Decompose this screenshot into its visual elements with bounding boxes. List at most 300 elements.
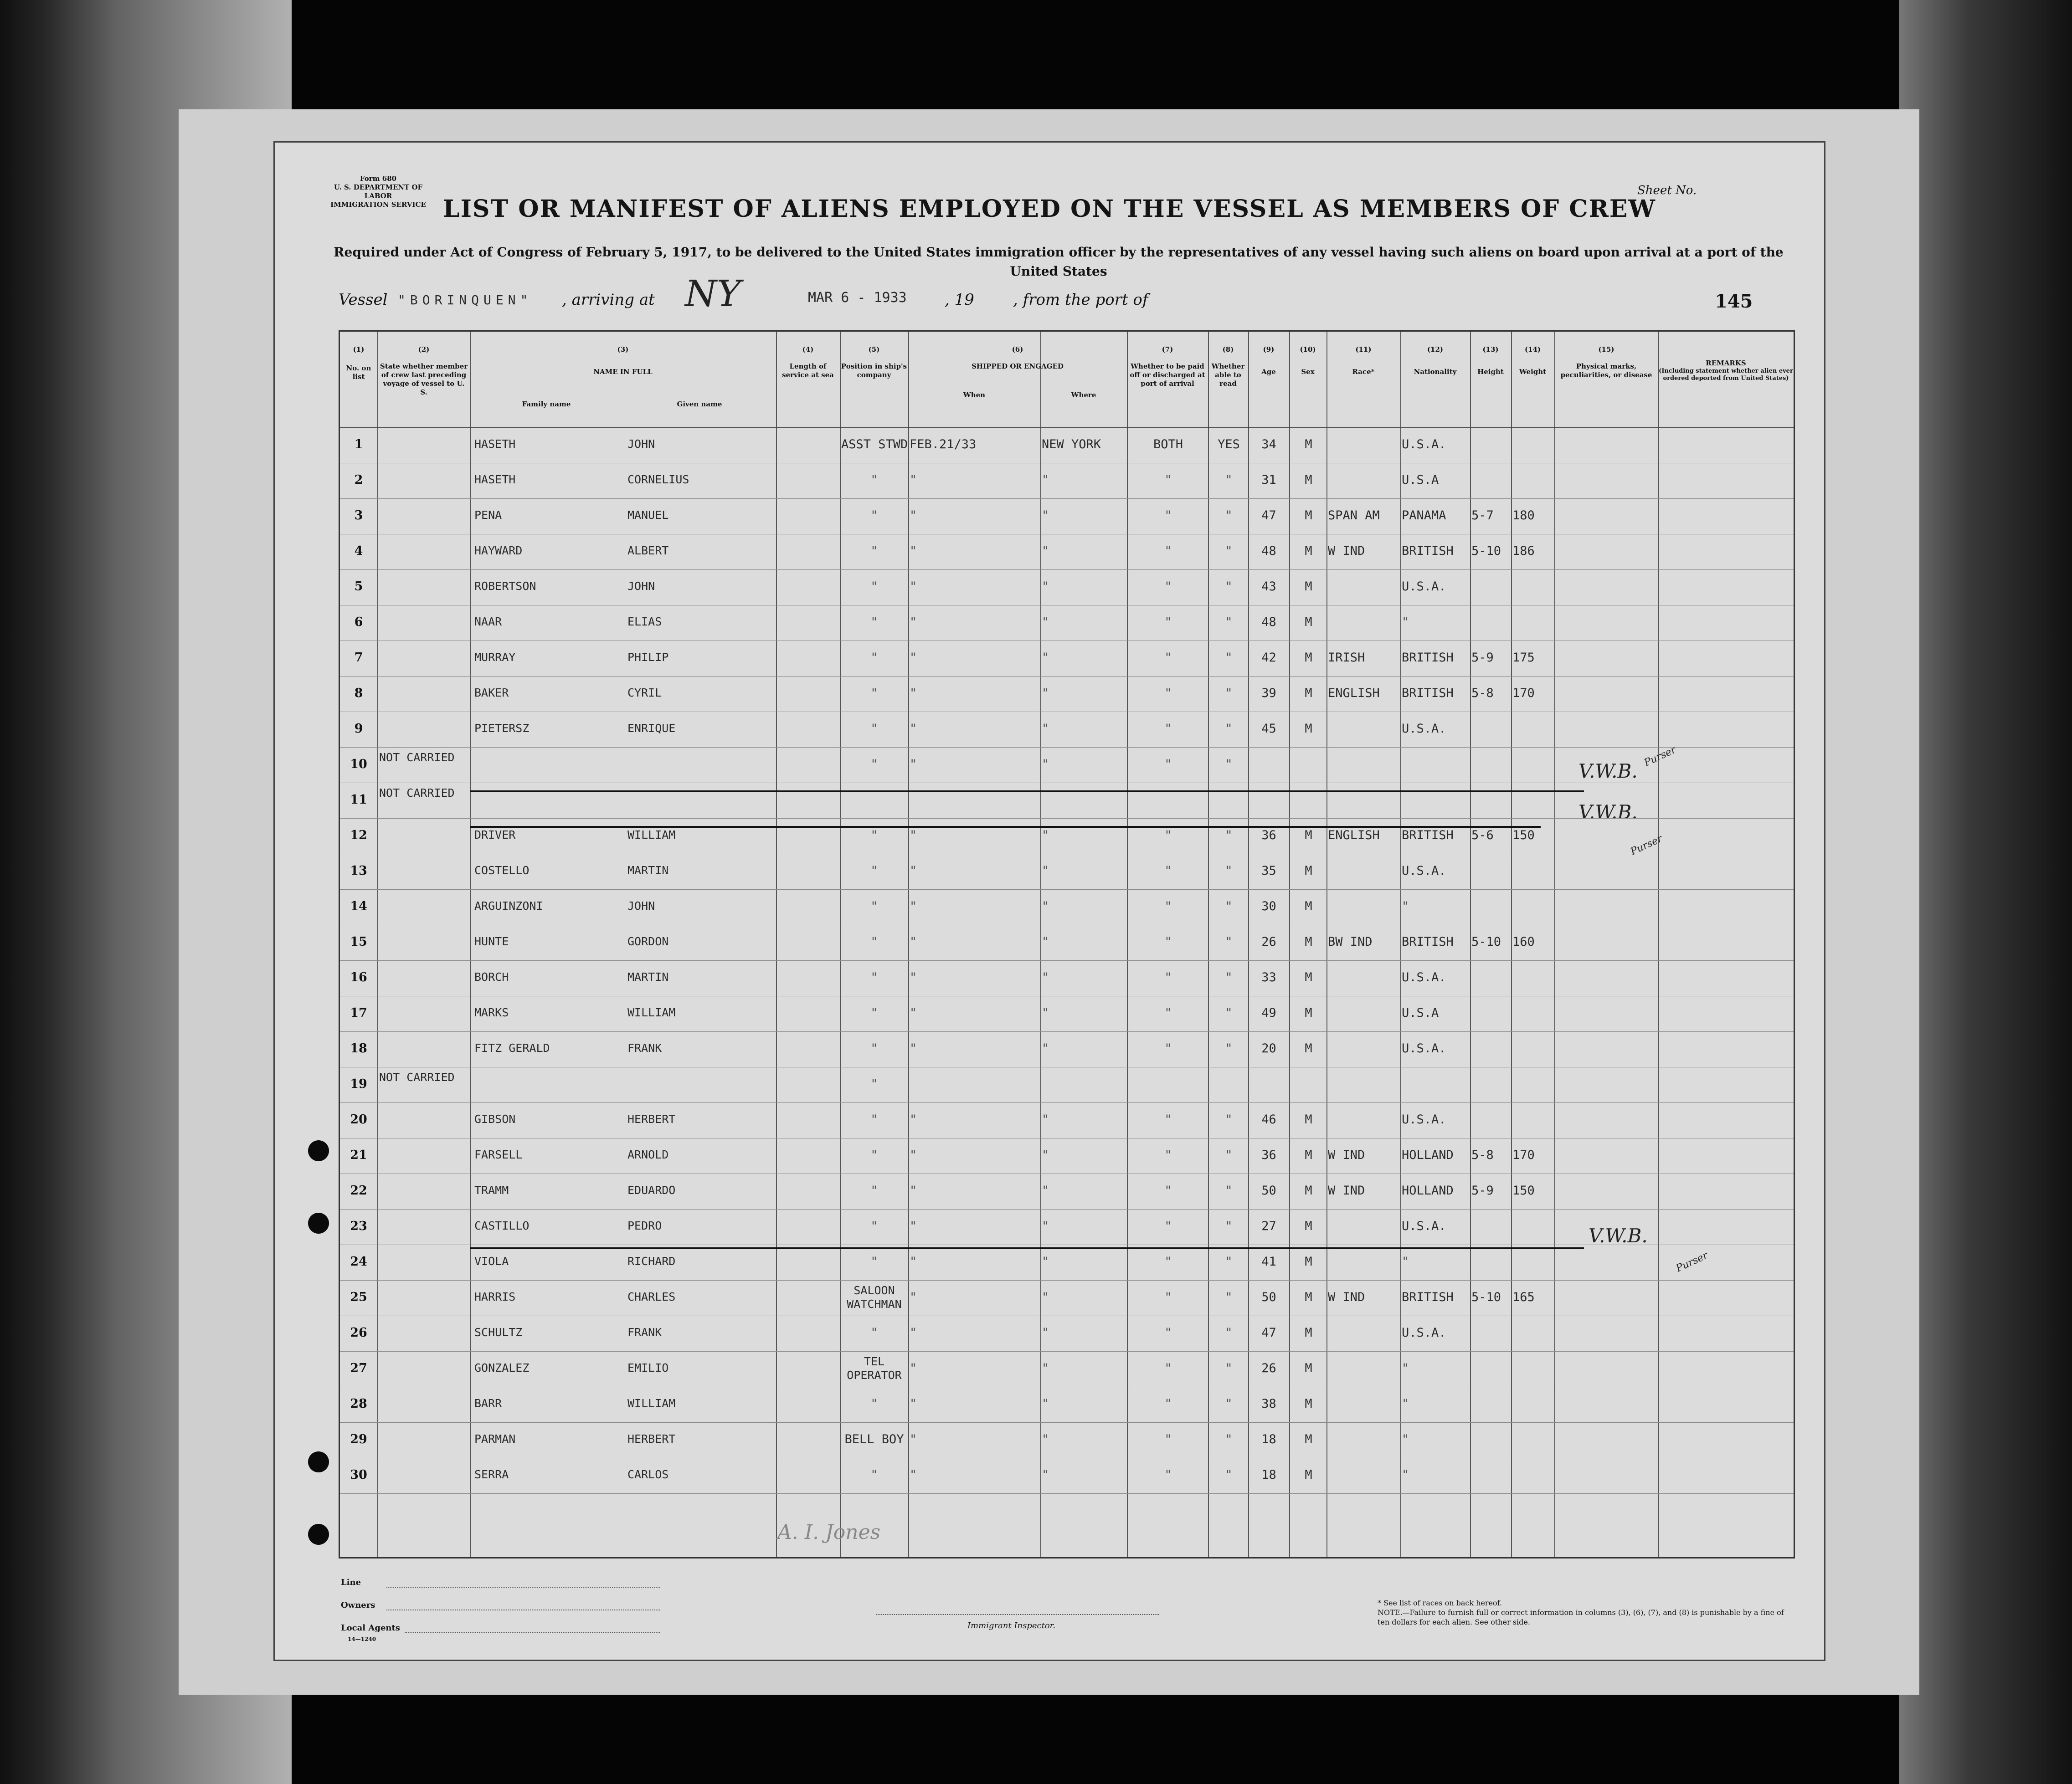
row-25-paid: " bbox=[1164, 1290, 1172, 1304]
row-1-read: YES bbox=[1218, 437, 1240, 451]
arriving-label: , arriving at bbox=[562, 291, 655, 309]
row-4-age: 48 bbox=[1261, 544, 1276, 558]
purser-label-1: Purser bbox=[1642, 744, 1678, 769]
row-12-position: " bbox=[870, 828, 878, 842]
row-7-nationality: BRITISH bbox=[1402, 651, 1454, 665]
row-17-read: " bbox=[1225, 1006, 1233, 1020]
row-14-read: " bbox=[1225, 899, 1233, 913]
row-8-sex: M bbox=[1305, 686, 1312, 700]
row-1-position: ASST STWD bbox=[841, 437, 908, 451]
row-13-paid: " bbox=[1164, 864, 1172, 878]
row-13-read: " bbox=[1225, 864, 1233, 878]
row-14-no: 14 bbox=[350, 899, 367, 913]
row-5-age: 43 bbox=[1261, 579, 1276, 594]
page-title: LIST OR MANIFEST OF ALIENS EMPLOYED ON THE VESSEL AS MEMBERS OF CREW bbox=[443, 195, 1656, 223]
row-25-read: " bbox=[1225, 1290, 1233, 1304]
row-6-given: ELIAS bbox=[627, 615, 662, 628]
row-21-no: 21 bbox=[350, 1148, 367, 1162]
row-7-family: MURRAY bbox=[474, 651, 516, 664]
row-13-no: 13 bbox=[350, 864, 367, 878]
row-19-position: " bbox=[870, 1077, 878, 1091]
row-1-given: JOHN bbox=[627, 437, 655, 451]
row-10-no: 10 bbox=[350, 757, 367, 771]
row-21-where: " bbox=[1042, 1148, 1049, 1162]
row-2-position: " bbox=[870, 473, 878, 487]
year-label: , 19 bbox=[945, 291, 974, 309]
row-25-when: " bbox=[910, 1290, 917, 1304]
row-16-no: 16 bbox=[350, 970, 367, 984]
row-13-given: MARTIN bbox=[627, 864, 669, 877]
row-12-family: DRIVER bbox=[474, 828, 516, 841]
row-23-sex: M bbox=[1305, 1219, 1312, 1233]
row-23-paid: " bbox=[1164, 1219, 1172, 1233]
row-12-paid: " bbox=[1164, 828, 1172, 842]
row-26-where: " bbox=[1042, 1326, 1049, 1340]
row-22-nationality: HOLLAND bbox=[1402, 1184, 1454, 1198]
row-19-no: 19 bbox=[350, 1077, 367, 1091]
row-26-paid: " bbox=[1164, 1326, 1172, 1340]
row-14-nationality: " bbox=[1402, 899, 1409, 913]
row-24-family: VIOLA bbox=[474, 1255, 509, 1268]
row-12-weight: 150 bbox=[1512, 828, 1535, 842]
binder-hole bbox=[308, 1524, 329, 1545]
col-4-header: (4) Length of service at sea bbox=[782, 345, 834, 379]
row-21-family: FARSELL bbox=[474, 1148, 523, 1161]
scan-right-edge bbox=[1899, 0, 2072, 1784]
row-9-paid: " bbox=[1164, 722, 1172, 736]
row-4-race: W IND bbox=[1328, 544, 1365, 558]
row-16-sex: M bbox=[1305, 970, 1312, 984]
row-5-when: " bbox=[910, 579, 917, 594]
row-3-height: 5-7 bbox=[1471, 508, 1494, 523]
row-30-no: 30 bbox=[350, 1468, 367, 1482]
row-8-paid: " bbox=[1164, 686, 1172, 700]
owners-label: Owners bbox=[341, 1600, 375, 1610]
row-30-given: CARLOS bbox=[627, 1468, 669, 1481]
row-15-race: BW IND bbox=[1328, 935, 1373, 949]
row-18-nationality: U.S.A. bbox=[1402, 1041, 1446, 1056]
row-20-when: " bbox=[910, 1112, 917, 1127]
row-8-no: 8 bbox=[354, 686, 363, 700]
row-10-paid: " bbox=[1164, 757, 1172, 771]
row-1-nationality: U.S.A. bbox=[1402, 437, 1446, 451]
row-7-when: " bbox=[910, 651, 917, 665]
row-24-read: " bbox=[1225, 1255, 1233, 1269]
row-23-no: 23 bbox=[350, 1219, 367, 1233]
row-9-read: " bbox=[1225, 722, 1233, 736]
row-21-given: ARNOLD bbox=[627, 1148, 669, 1161]
row-10-position: " bbox=[870, 757, 878, 771]
row-15-sex: M bbox=[1305, 935, 1312, 949]
row-21-race: W IND bbox=[1328, 1148, 1365, 1162]
row-9-sex: M bbox=[1305, 722, 1312, 736]
row-2-when: " bbox=[910, 473, 917, 487]
row-18-read: " bbox=[1225, 1041, 1233, 1056]
row-22-age: 50 bbox=[1261, 1184, 1276, 1198]
row-26-nationality: U.S.A. bbox=[1402, 1326, 1446, 1340]
row-20-sex: M bbox=[1305, 1112, 1312, 1127]
row-14-given: JOHN bbox=[627, 899, 655, 913]
row-15-where: " bbox=[1042, 935, 1049, 949]
purser-initials-1: V.W.B. bbox=[1578, 760, 1638, 782]
row-4-nationality: BRITISH bbox=[1402, 544, 1454, 558]
row-27-position: TEL OPERATOR bbox=[847, 1355, 902, 1382]
row-7-weight: 175 bbox=[1512, 651, 1535, 665]
row-8-family: BAKER bbox=[474, 686, 509, 699]
row-29-age: 18 bbox=[1261, 1432, 1276, 1446]
row-2-paid: " bbox=[1164, 473, 1172, 487]
row-14-where: " bbox=[1042, 899, 1049, 913]
row-24-no: 24 bbox=[350, 1255, 367, 1269]
row-5-paid: " bbox=[1164, 579, 1172, 594]
row-10-read: " bbox=[1225, 757, 1233, 771]
row-27-family: GONZALEZ bbox=[474, 1361, 530, 1374]
row-18-when: " bbox=[910, 1041, 917, 1056]
page-subtitle: Required under Act of Congress of February 5, 1917, to be delivered to the United States immigration officer by the representatives of any vessel having such aliens on board upon arrival at a port of the United States bbox=[334, 245, 1784, 279]
row-23-age: 27 bbox=[1261, 1219, 1276, 1233]
row-28-nationality: " bbox=[1402, 1397, 1409, 1411]
inspector-signature: A. I. Jones bbox=[777, 1521, 881, 1544]
row-25-race: W IND bbox=[1328, 1290, 1365, 1304]
row-5-no: 5 bbox=[354, 579, 363, 594]
row-29-read: " bbox=[1225, 1432, 1233, 1446]
row-23-position: " bbox=[870, 1219, 878, 1233]
row-29-paid: " bbox=[1164, 1432, 1172, 1446]
row-7-given: PHILIP bbox=[627, 651, 669, 664]
col-6-where-header: Where bbox=[1071, 391, 1096, 399]
row-22-when: " bbox=[910, 1184, 917, 1198]
row-20-family: GIBSON bbox=[474, 1112, 516, 1126]
row-23-nationality: U.S.A. bbox=[1402, 1219, 1446, 1233]
row-26-given: FRANK bbox=[627, 1326, 662, 1339]
row-6-sex: M bbox=[1305, 615, 1312, 629]
row-30-paid: " bbox=[1164, 1468, 1172, 1482]
row-17-when: " bbox=[910, 1006, 917, 1020]
row-30-family: SERRA bbox=[474, 1468, 509, 1481]
row-15-height: 5-10 bbox=[1471, 935, 1501, 949]
row-4-paid: " bbox=[1164, 544, 1172, 558]
row-7-age: 42 bbox=[1261, 651, 1276, 665]
row-3-position: " bbox=[870, 508, 878, 523]
row-15-position: " bbox=[870, 935, 878, 949]
col-12-header: (12) Nationality bbox=[1414, 345, 1457, 376]
row-1-age: 34 bbox=[1261, 437, 1276, 451]
row-3-family: PENA bbox=[474, 508, 502, 522]
row-4-read: " bbox=[1225, 544, 1233, 558]
row-26-sex: M bbox=[1305, 1326, 1312, 1340]
row-13-nationality: U.S.A. bbox=[1402, 864, 1446, 878]
row-17-nationality: U.S.A bbox=[1402, 1006, 1439, 1020]
row-13-family: COSTELLO bbox=[474, 864, 530, 877]
row-5-position: " bbox=[870, 579, 878, 594]
row-22-given: EDUARDO bbox=[627, 1184, 676, 1197]
row-25-where: " bbox=[1042, 1290, 1049, 1304]
row-30-position: " bbox=[870, 1468, 878, 1482]
row-14-age: 30 bbox=[1261, 899, 1276, 913]
row-28-position: " bbox=[870, 1397, 878, 1411]
row-9-when: " bbox=[910, 722, 917, 736]
row-21-position: " bbox=[870, 1148, 878, 1162]
row-18-position: " bbox=[870, 1041, 878, 1056]
row-20-where: " bbox=[1042, 1112, 1049, 1127]
row-28-sex: M bbox=[1305, 1397, 1312, 1411]
row-12-read: " bbox=[1225, 828, 1233, 842]
row-16-when: " bbox=[910, 970, 917, 984]
row-5-read: " bbox=[1225, 579, 1233, 594]
row-23-where: " bbox=[1042, 1219, 1049, 1233]
row-25-age: 50 bbox=[1261, 1290, 1276, 1304]
row-27-where: " bbox=[1042, 1361, 1049, 1375]
row-13-position: " bbox=[870, 864, 878, 878]
row-26-no: 26 bbox=[350, 1326, 367, 1340]
row-18-paid: " bbox=[1164, 1041, 1172, 1056]
binder-hole bbox=[308, 1213, 329, 1234]
row-20-no: 20 bbox=[350, 1112, 367, 1127]
row-7-race: IRISH bbox=[1328, 651, 1365, 665]
row-7-read: " bbox=[1225, 651, 1233, 665]
row-24-where: " bbox=[1042, 1255, 1049, 1269]
row-2-nationality: U.S.A bbox=[1402, 473, 1439, 487]
col-7-header: (7) Whether to be paid off or discharged at port of arrival bbox=[1130, 345, 1205, 388]
row-3-race: SPAN AM bbox=[1328, 508, 1380, 523]
col-10-header: (10) Sex bbox=[1300, 345, 1316, 376]
row-15-nationality: BRITISH bbox=[1402, 935, 1454, 949]
row-9-position: " bbox=[870, 722, 878, 736]
row-1-when: FEB.21/33 bbox=[910, 437, 977, 451]
row-22-height: 5-9 bbox=[1471, 1184, 1494, 1198]
row-30-age: 18 bbox=[1261, 1468, 1276, 1482]
row-18-family: FITZ GERALD bbox=[474, 1041, 550, 1055]
row-27-when: " bbox=[910, 1361, 917, 1375]
row-16-read: " bbox=[1225, 970, 1233, 984]
row-5-family: ROBERTSON bbox=[474, 579, 536, 593]
row-26-age: 47 bbox=[1261, 1326, 1276, 1340]
purser-label-3: Purser bbox=[1674, 1250, 1710, 1275]
row-8-given: CYRIL bbox=[627, 686, 662, 699]
row-15-given: GORDON bbox=[627, 935, 669, 948]
row-2-age: 31 bbox=[1261, 473, 1276, 487]
col-9-header: (9) Age bbox=[1261, 345, 1276, 376]
row-1-where: NEW YORK bbox=[1042, 437, 1101, 451]
row-4-no: 4 bbox=[354, 544, 363, 558]
date-stamp: MAR 6 - 1933 bbox=[808, 290, 907, 306]
row-6-no: 6 bbox=[354, 615, 363, 629]
col-3-header: (3) NAME IN FULL bbox=[593, 345, 653, 376]
row-29-given: HERBERT bbox=[627, 1432, 676, 1446]
row-17-age: 49 bbox=[1261, 1006, 1276, 1020]
row-22-read: " bbox=[1225, 1184, 1233, 1198]
row-8-height: 5-8 bbox=[1471, 686, 1494, 700]
col-3-given-header: Given name bbox=[677, 400, 722, 408]
row-21-read: " bbox=[1225, 1148, 1233, 1162]
page-number: 145 bbox=[1715, 291, 1753, 312]
row-8-race: ENGLISH bbox=[1328, 686, 1380, 700]
col-6-header: (6) SHIPPED OR ENGAGED bbox=[972, 345, 1064, 370]
col-2-header: (2) State whether member of crew last preceding voyage of vessel to U. S. bbox=[380, 345, 468, 396]
row-30-read: " bbox=[1225, 1468, 1233, 1482]
row-9-family: PIETERSZ bbox=[474, 722, 530, 735]
row-20-paid: " bbox=[1164, 1112, 1172, 1127]
row-19-state: NOT CARRIED bbox=[379, 1071, 455, 1084]
row-7-sex: M bbox=[1305, 651, 1312, 665]
row-18-no: 18 bbox=[350, 1041, 367, 1056]
row-12-given: WILLIAM bbox=[627, 828, 676, 841]
col-15-header: (15) Physical marks, peculiarities, or disease bbox=[1560, 345, 1652, 379]
purser-initials-2: V.W.B. bbox=[1578, 801, 1638, 823]
row-6-paid: " bbox=[1164, 615, 1172, 629]
row-4-weight: 186 bbox=[1512, 544, 1535, 558]
row-20-read: " bbox=[1225, 1112, 1233, 1127]
row-13-age: 35 bbox=[1261, 864, 1276, 878]
row-6-when: " bbox=[910, 615, 917, 629]
row-18-where: " bbox=[1042, 1041, 1049, 1056]
vessel-name: "BORINQUEN" bbox=[398, 292, 533, 308]
row-27-age: 26 bbox=[1261, 1361, 1276, 1375]
row-14-family: ARGUINZONI bbox=[474, 899, 543, 913]
row-2-sex: M bbox=[1305, 473, 1312, 487]
row-1-no: 1 bbox=[354, 437, 363, 451]
local-agents-label: Local Agents bbox=[341, 1623, 400, 1633]
row-20-age: 46 bbox=[1261, 1112, 1276, 1127]
row-3-sex: M bbox=[1305, 508, 1312, 523]
row-24-when: " bbox=[910, 1255, 917, 1269]
row-28-where: " bbox=[1042, 1397, 1049, 1411]
row-20-position: " bbox=[870, 1112, 878, 1127]
row-29-family: PARMAN bbox=[474, 1432, 516, 1446]
row-21-when: " bbox=[910, 1148, 917, 1162]
row-22-position: " bbox=[870, 1184, 878, 1198]
row-8-where: " bbox=[1042, 686, 1049, 700]
row-3-weight: 180 bbox=[1512, 508, 1535, 523]
row-25-given: CHARLES bbox=[627, 1290, 676, 1303]
row-6-where: " bbox=[1042, 615, 1049, 629]
row-9-nationality: U.S.A. bbox=[1402, 722, 1446, 736]
strike-line-row-11 bbox=[470, 826, 1541, 828]
row-2-family: HASETH bbox=[474, 473, 516, 486]
row-15-no: 15 bbox=[350, 935, 367, 949]
department-name: U. S. DEPARTMENT OF LABOR bbox=[334, 183, 423, 200]
row-6-read: " bbox=[1225, 615, 1233, 629]
row-17-family: MARKS bbox=[474, 1006, 509, 1019]
row-25-position: SALOON WATCHMAN bbox=[847, 1284, 902, 1311]
row-7-position: " bbox=[870, 651, 878, 665]
row-28-when: " bbox=[910, 1397, 917, 1411]
row-5-nationality: U.S.A. bbox=[1402, 579, 1446, 594]
row-16-position: " bbox=[870, 970, 878, 984]
row-28-family: BARR bbox=[474, 1397, 502, 1410]
manifest-form bbox=[273, 141, 1825, 1661]
col-13-header: (13) Height bbox=[1477, 345, 1504, 376]
row-3-nationality: PANAMA bbox=[1402, 508, 1446, 523]
row-30-sex: M bbox=[1305, 1468, 1312, 1482]
row-28-given: WILLIAM bbox=[627, 1397, 676, 1410]
row-5-sex: M bbox=[1305, 579, 1312, 594]
row-21-age: 36 bbox=[1261, 1148, 1276, 1162]
row-24-nationality: " bbox=[1402, 1255, 1409, 1269]
row-29-position: BELL BOY bbox=[844, 1432, 904, 1446]
col-11-header: (11) Race* bbox=[1352, 345, 1375, 376]
row-12-race: ENGLISH bbox=[1328, 828, 1380, 842]
row-30-where: " bbox=[1042, 1468, 1049, 1482]
row-15-family: HUNTE bbox=[474, 935, 509, 948]
row-7-no: 7 bbox=[354, 651, 363, 665]
row-14-paid: " bbox=[1164, 899, 1172, 913]
row-11-state: NOT CARRIED bbox=[379, 786, 455, 800]
row-23-when: " bbox=[910, 1219, 917, 1233]
row-4-when: " bbox=[910, 544, 917, 558]
sheet-number-label: Sheet No. bbox=[1637, 184, 1697, 197]
line-label: Line bbox=[341, 1578, 361, 1587]
purser-label-2: Purser bbox=[1629, 833, 1665, 858]
row-4-height: 5-10 bbox=[1471, 544, 1501, 558]
row-6-age: 48 bbox=[1261, 615, 1276, 629]
row-18-sex: M bbox=[1305, 1041, 1312, 1056]
col-14-header: (14) Weight bbox=[1519, 345, 1547, 376]
row-20-nationality: U.S.A. bbox=[1402, 1112, 1446, 1127]
row-17-where: " bbox=[1042, 1006, 1049, 1020]
row-7-height: 5-9 bbox=[1471, 651, 1494, 665]
row-15-when: " bbox=[910, 935, 917, 949]
row-16-paid: " bbox=[1164, 970, 1172, 984]
row-27-no: 27 bbox=[350, 1361, 367, 1375]
row-17-sex: M bbox=[1305, 1006, 1312, 1020]
row-1-family: HASETH bbox=[474, 437, 516, 451]
row-13-sex: M bbox=[1305, 864, 1312, 878]
row-2-no: 2 bbox=[354, 473, 363, 487]
row-3-when: " bbox=[910, 508, 917, 523]
row-25-no: 25 bbox=[350, 1290, 367, 1304]
col-3-family-header: Family name bbox=[522, 400, 571, 408]
row-5-given: JOHN bbox=[627, 579, 655, 593]
row-8-weight: 170 bbox=[1512, 686, 1535, 700]
row-22-family: TRAMM bbox=[474, 1184, 509, 1197]
row-28-read: " bbox=[1225, 1397, 1233, 1411]
row-27-nationality: " bbox=[1402, 1361, 1409, 1375]
row-3-no: 3 bbox=[354, 508, 363, 523]
row-29-nationality: " bbox=[1402, 1432, 1409, 1446]
row-15-paid: " bbox=[1164, 935, 1172, 949]
row-8-read: " bbox=[1225, 686, 1233, 700]
row-5-where: " bbox=[1042, 579, 1049, 594]
row-14-when: " bbox=[910, 899, 917, 913]
row-30-nationality: " bbox=[1402, 1468, 1409, 1482]
row-23-family: CASTILLO bbox=[474, 1219, 530, 1232]
row-9-given: ENRIQUE bbox=[627, 722, 676, 735]
row-29-where: " bbox=[1042, 1432, 1049, 1446]
vessel-label: Vessel bbox=[339, 291, 388, 309]
inspector-label: Immigrant Inspector. bbox=[967, 1621, 1056, 1630]
row-15-read: " bbox=[1225, 935, 1233, 949]
row-8-position: " bbox=[870, 686, 878, 700]
row-4-given: ALBERT bbox=[627, 544, 669, 557]
row-12-no: 12 bbox=[350, 828, 367, 842]
row-15-age: 26 bbox=[1261, 935, 1276, 949]
row-12-sex: M bbox=[1305, 828, 1312, 842]
row-28-no: 28 bbox=[350, 1397, 367, 1411]
row-26-position: " bbox=[870, 1326, 878, 1340]
row-22-sex: M bbox=[1305, 1184, 1312, 1198]
row-3-read: " bbox=[1225, 508, 1233, 523]
purser-initials-3: V.W.B. bbox=[1589, 1225, 1648, 1247]
row-26-when: " bbox=[910, 1326, 917, 1340]
row-3-age: 47 bbox=[1261, 508, 1276, 523]
row-6-nationality: " bbox=[1402, 615, 1409, 629]
row-12-nationality: BRITISH bbox=[1402, 828, 1454, 842]
strike-line-row-10 bbox=[470, 790, 1584, 792]
row-2-read: " bbox=[1225, 473, 1233, 487]
row-23-read: " bbox=[1225, 1219, 1233, 1233]
row-17-paid: " bbox=[1164, 1006, 1172, 1020]
